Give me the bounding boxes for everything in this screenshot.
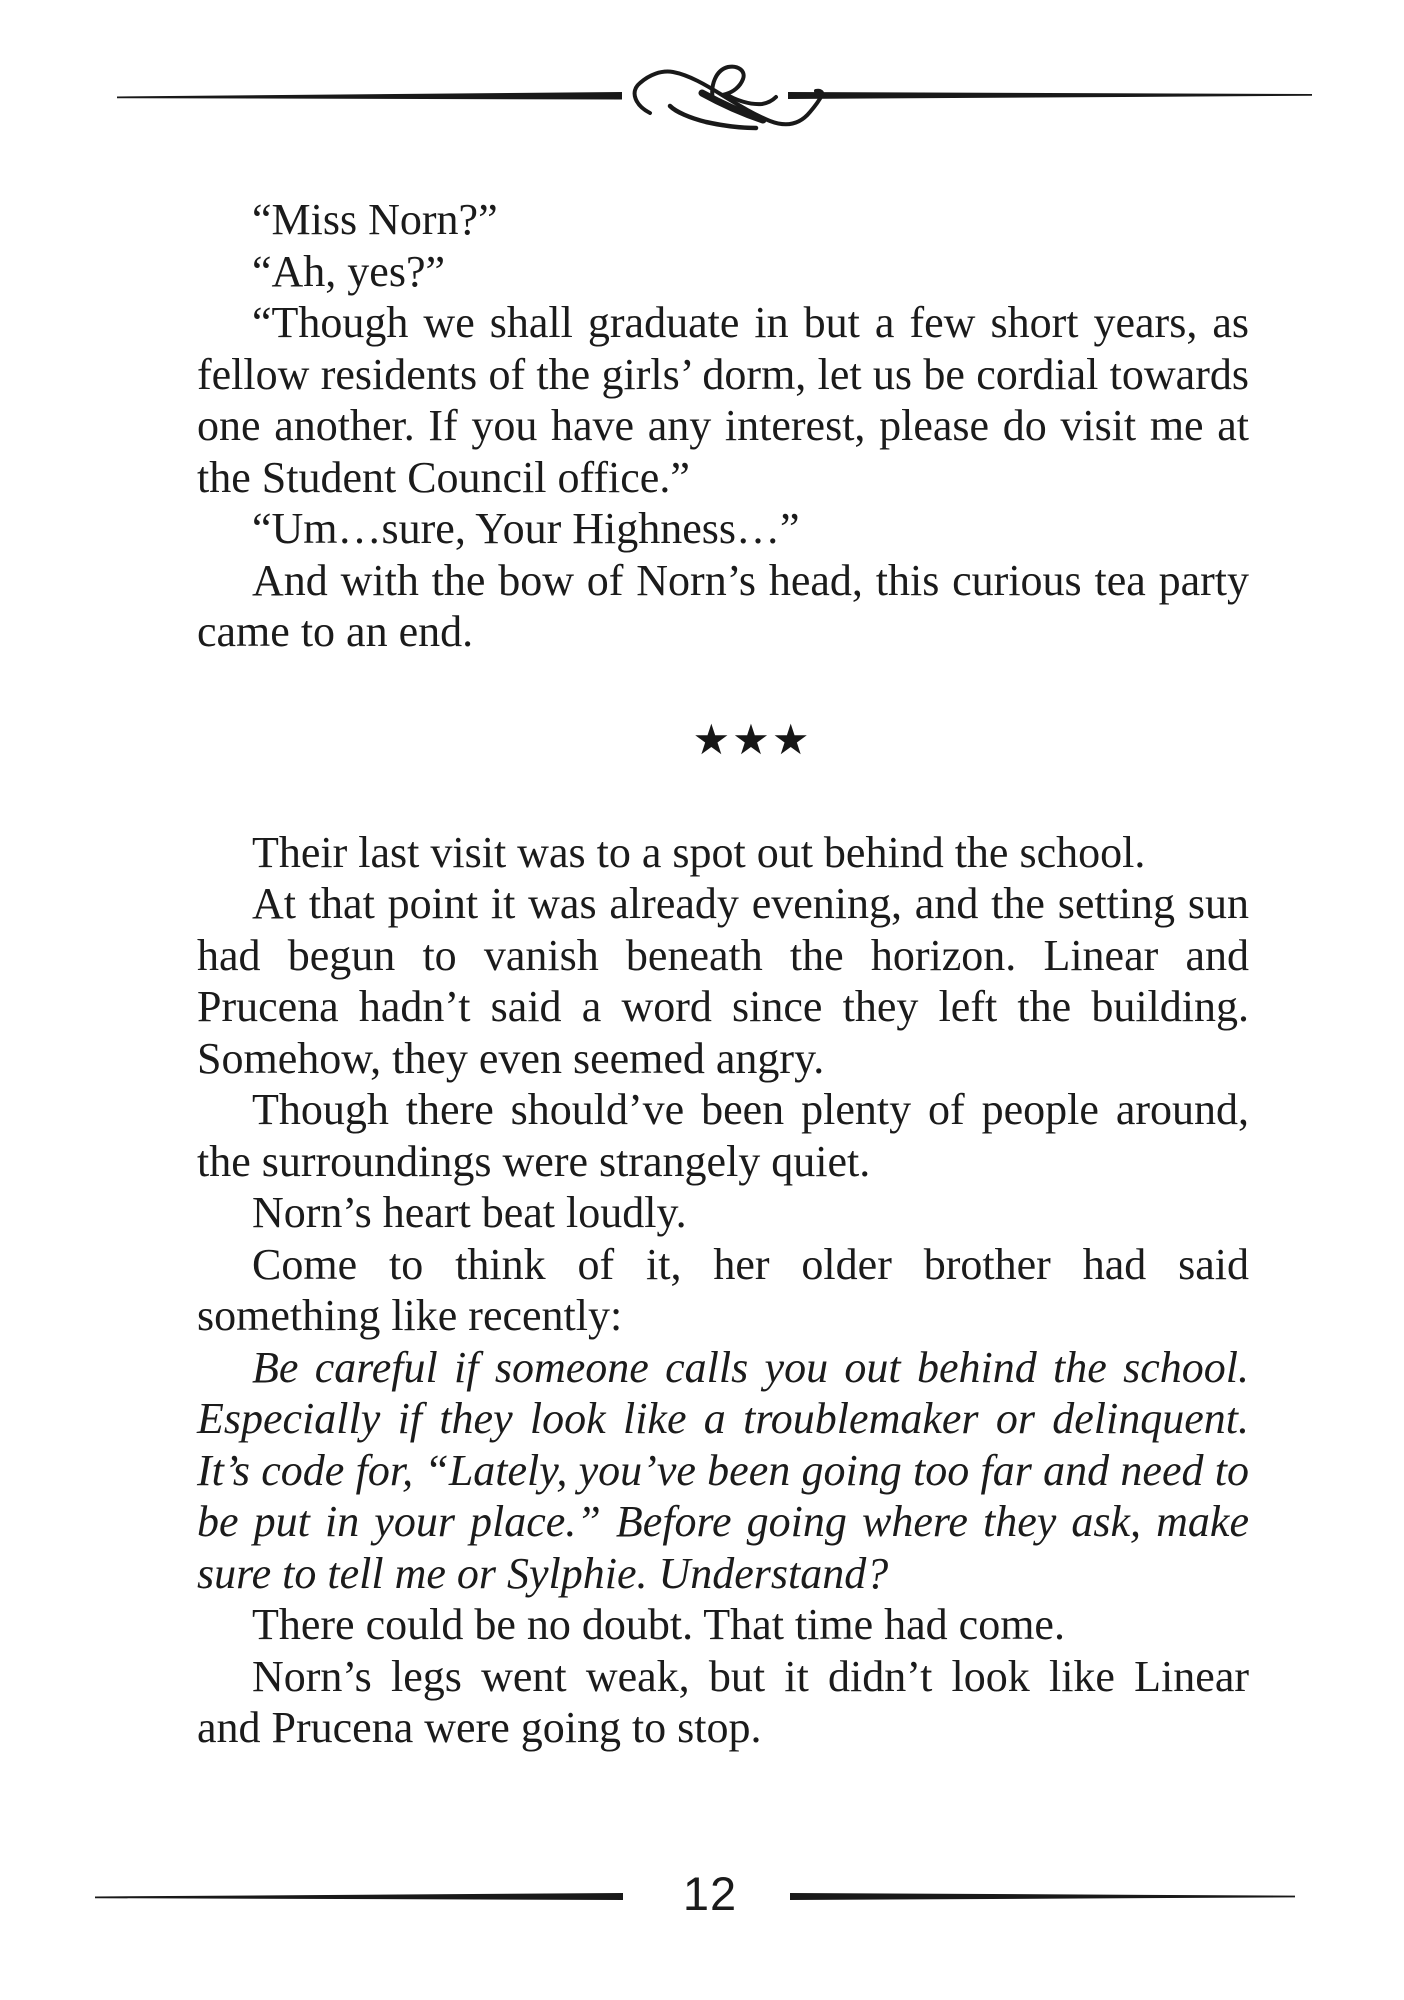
header-divider bbox=[0, 0, 1404, 175]
paragraph: Norn’s legs went weak, but it didn’t look like Linear and Prucena were going to stop. bbox=[197, 1651, 1249, 1752]
paragraph: “Miss Norn?” bbox=[252, 195, 498, 244]
paragraph: Though there should’ve been plenty of people around, the surroundings were strangely quiet. bbox=[197, 1085, 1249, 1186]
paragraph-italic-quote: Be careful if someone calls you out behind the school. Especially if they look like a troublemaker or delinquent. It’s code for, “Lately, you’ve been going too far and need to be put in your place.” Before going where they ask, make sure to tell me or Sylphie. Understand? bbox=[197, 1342, 1249, 1598]
scene-break-stars: ★★★ bbox=[692, 718, 812, 765]
paragraph: Norn’s heart beat loudly. bbox=[252, 1188, 687, 1237]
body-text bbox=[197, 194, 1249, 1754]
header-rule-left bbox=[117, 92, 622, 100]
paragraph: “Um…sure, Your Highness…” bbox=[252, 504, 800, 553]
paragraph: There could be no doubt. That time had come. bbox=[252, 1600, 1065, 1649]
paragraph: Their last visit was to a spot out behind the school. bbox=[252, 827, 1146, 877]
paragraph: “Though we shall graduate in but a few short years, as fellow residents of the girls’ dorm, let us be cordial towards one another. If you have any interest, please do visit me at the Student Council office.” bbox=[197, 298, 1249, 502]
paragraph: At that point it was already evening, and the setting sun had begun to vanish beneath the horizon. Linear and Prucena hadn’t said a word since they left the building. Somehow, they even seemed angry. bbox=[197, 879, 1249, 1083]
paragraph: “Ah, yes?” bbox=[252, 246, 446, 296]
paragraph: And with the bow of Norn’s head, this curious tea party came to an end. bbox=[197, 555, 1249, 656]
paragraph: Come to think of it, her older brother had said something like recently: bbox=[197, 1239, 1249, 1340]
page-number: 12 bbox=[682, 1867, 738, 1920]
header-rule-right bbox=[788, 92, 1312, 99]
